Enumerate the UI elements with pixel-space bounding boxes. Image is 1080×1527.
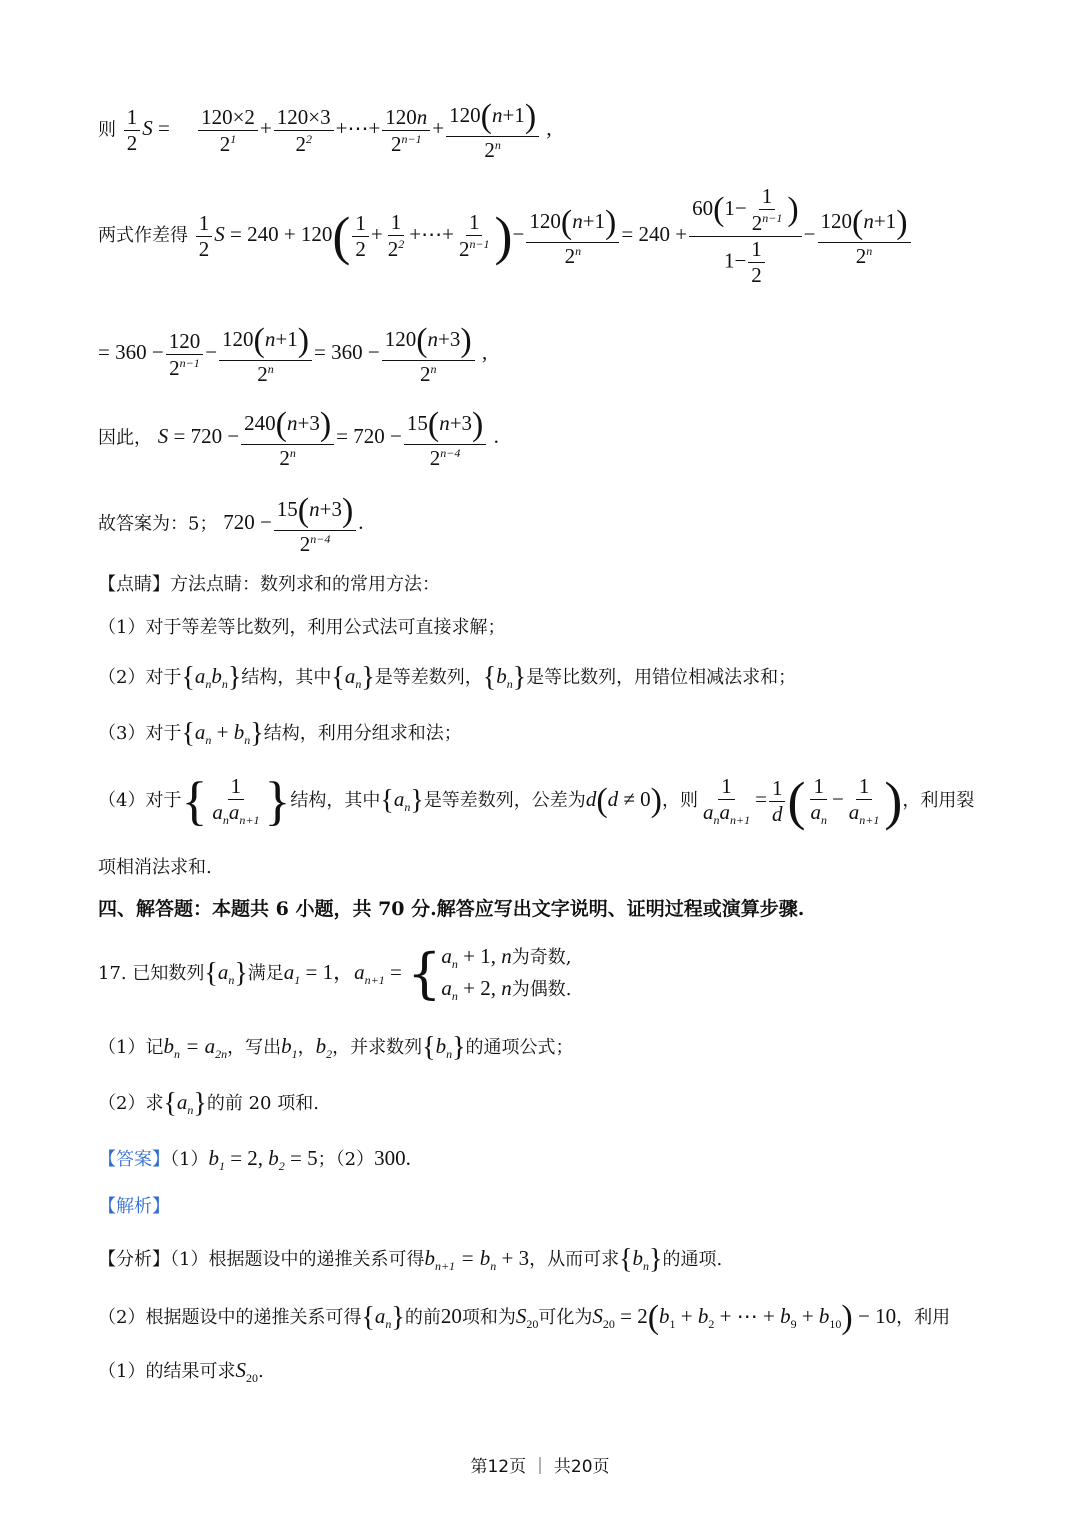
q17-part2-a: （2）求 <box>98 1092 164 1114</box>
answer-p2: ；（2） <box>317 1149 375 1170</box>
note-item2-m3: $\{b_n\}$ <box>482 662 527 693</box>
eq1-prefix: 则 <box>98 119 116 141</box>
fenxi-l3-m1: $S_{20}$ <box>235 1358 258 1386</box>
note-item2-m2: $\{a_n\}$ <box>331 662 375 693</box>
fenxi-a: 【分析】（1）根据题设中的递推关系可得 <box>98 1248 425 1270</box>
fenxi-l2-c: 项和为 <box>461 1306 516 1328</box>
fenxi-l3-b: . <box>257 1361 264 1382</box>
fenxi-l3-a: （1）的结果可求 <box>98 1361 236 1382</box>
note-item3 <box>98 720 462 748</box>
note-item2-a: （2）对于 <box>98 666 182 688</box>
note-item1: （1）对于等差等比数列，利用公式法可直接求解； <box>98 617 506 638</box>
note-item2-m1: $\{a_nb_n\}$ <box>181 662 242 693</box>
section-heading: 四、解答题：本题共 6 小题，共 70 分.解答应写出文字说明、证明过程或演算步骤. <box>98 898 805 920</box>
eq5-math: 720 − $\frac{15(n+3)}{2^{n-4}}$ . <box>223 492 364 556</box>
note-item4 <box>98 771 975 831</box>
note-item4-m1: { $\frac{1}{a_na_{n+1}}$ } <box>181 771 291 831</box>
fenxi-l2-m1: $\{a_n\}$ <box>361 1302 405 1333</box>
fenxi-l2-e: ，利用 <box>896 1306 951 1328</box>
q17-stem-b: 满足 <box>247 963 284 985</box>
q17-part2-b: 的前 20 项和. <box>206 1092 319 1114</box>
q17-stem-a: 17. 已知数列 <box>98 963 205 985</box>
note-item4-m4: $\frac{1}{a_na_{n+1}}$ = $\frac{1}{d}$ ( $\frac{1}{a_n}$ − $\frac{1}{a_{n+1}}$ ) <box>703 771 903 831</box>
note-item3-b: 结构，利用分组求和法； <box>263 722 462 744</box>
q17-case2: 为偶数. <box>511 979 572 1001</box>
note-item4-d: ，则 <box>662 789 698 811</box>
q17-part1-d: ，并求数列 <box>332 1036 423 1058</box>
note-item2-c: 是等差数列， <box>374 666 483 688</box>
fenxi-l2-m3: $S_{20}$ <box>515 1303 539 1331</box>
eq3-math: = 360 − $\frac{120}{2^{n-1}}$ − $\frac{120(n+1)}{2^n}$ = 360 − $\frac{120(n+3)}{2^n}$ , <box>98 322 488 386</box>
fenxi-l2-m4: $S_{20} = 2(b_1 + b_2$ + ⋯ + $b_9 + b_{10}) - 10$ <box>592 1299 897 1336</box>
note-item4-cont: 项相消法求和. <box>98 857 212 878</box>
eq2-prefix: 两式作差得 <box>98 224 188 246</box>
equation-s-result <box>98 408 499 469</box>
note-item3-a: （3）对于 <box>98 722 182 744</box>
fenxi-l2-b: 的前 <box>404 1306 441 1328</box>
fenxi-l2-d: 可化为 <box>538 1306 593 1328</box>
q17-part1-c: ， <box>297 1036 316 1058</box>
fenxi-m1: $b_{n+1} = b_n + 3$ <box>424 1245 530 1273</box>
q17-part1-m2: $b_1$ <box>281 1033 298 1061</box>
note-item2-d: 是等比数列，用错位相减法求和； <box>526 666 797 688</box>
note-item4-a: （4）对于 <box>98 789 182 811</box>
q17-stem <box>98 942 572 1006</box>
note-item2 <box>98 664 796 692</box>
q17-part1-m4: $\{b_n\}$ <box>422 1032 466 1063</box>
analysis-label: 【解析】 <box>98 1196 170 1217</box>
fenxi-line1 <box>98 1246 722 1274</box>
q17-part2-m1: $\{a_n\}$ <box>163 1088 207 1119</box>
note-item4-b: 结构，其中 <box>290 789 381 811</box>
q17-part1-m1: $b_n = a_{2n}$ <box>163 1033 228 1061</box>
page-footer: 第12页 ｜ 共20页 <box>470 1457 610 1477</box>
answer-p1: （1） <box>170 1149 209 1170</box>
note-item2-b: 结构，其中 <box>241 666 332 688</box>
fenxi-b: ，从而可求 <box>529 1248 620 1270</box>
answer-line <box>98 1148 411 1172</box>
note-title: 【点睛】方法点睛：数列求和的常用方法： <box>98 574 440 595</box>
q17-part1 <box>98 1034 574 1062</box>
fenxi-l2-a: （2）根据题设中的递推关系可得 <box>98 1306 362 1328</box>
q17-part1-e: 的通项公式； <box>465 1036 574 1058</box>
q17-m2: $a_1 = 1$，$a_{n+1}$ = <box>283 960 408 988</box>
eq5-prefix: 故答案为：5； <box>98 513 218 535</box>
answer-label: 【答案】 <box>98 1149 170 1170</box>
note-item4-m2: $\{a_n\}$ <box>380 785 424 816</box>
note-item3-m1: $\{a_n + b_n\}$ <box>181 718 264 749</box>
answer-m1: $b_1 = 2$, $b_2 = 5$ <box>208 1146 318 1174</box>
eq1-math: $\frac{1}{2}$ S = $\frac{120\times 2}{2^1}$ + $\frac{120\times 3}{2^2}$ +⋯+ $\frac{120n}{2^{n-1}}$ + $\frac{120(n+1)}{2^n}$ , <box>122 116 552 140</box>
q17-part2 <box>98 1090 319 1118</box>
fenxi-line3 <box>98 1360 264 1384</box>
q17-case1: 为奇数, <box>511 947 572 968</box>
q17-piecewise: { $a_n + 1$, n为奇数, $a_n + 2$, n为偶数. <box>407 942 572 1006</box>
fenxi-c: 的通项. <box>662 1248 723 1270</box>
final-answer-line <box>98 494 364 555</box>
q17-m1: $\{a_n\}$ <box>204 958 248 990</box>
q17-part1-a: （1）记 <box>98 1036 164 1058</box>
eq4-prefix: 因此， <box>98 427 152 449</box>
note-item4-c: 是等差数列，公差为 <box>423 789 586 811</box>
fenxi-l2-m2: 20 <box>440 1303 462 1328</box>
answer-value2: 300. <box>374 1146 411 1170</box>
fenxi-line2 <box>98 1301 950 1335</box>
q17-part1-b: ，写出 <box>227 1036 282 1058</box>
equation-360 <box>98 324 487 385</box>
equation-difference <box>98 186 913 286</box>
eq4-math: S = 720 − $\frac{240(n+3)}{2^n}$ = 720 − $\frac{15(n+3)}{2^{n-4}}$ . <box>157 406 499 470</box>
fenxi-m2: $\{b_n\}$ <box>619 1244 663 1275</box>
note-item4-e: ，利用裂 <box>902 789 975 811</box>
q17-part1-m3: $b_2$ <box>315 1033 333 1061</box>
note-item4-m3: d(d ≠ 0) <box>585 782 662 819</box>
eq2-math: $\frac{1}{2}$ S = 240 + 120( $\frac{1}{2}$ + $\frac{1}{2^2}$ +⋯+ $\frac{1}{2^{n-1}}$ )− $\frac{120(n+1)}{2^n}$ = 240 + 60(1− $\frac{1}{2^{n-1}}$ ) 1− $\frac{1}{2}$ − $\frac{120(n+1)}{2^n}$ <box>194 222 913 246</box>
equation-half-s <box>98 100 552 161</box>
